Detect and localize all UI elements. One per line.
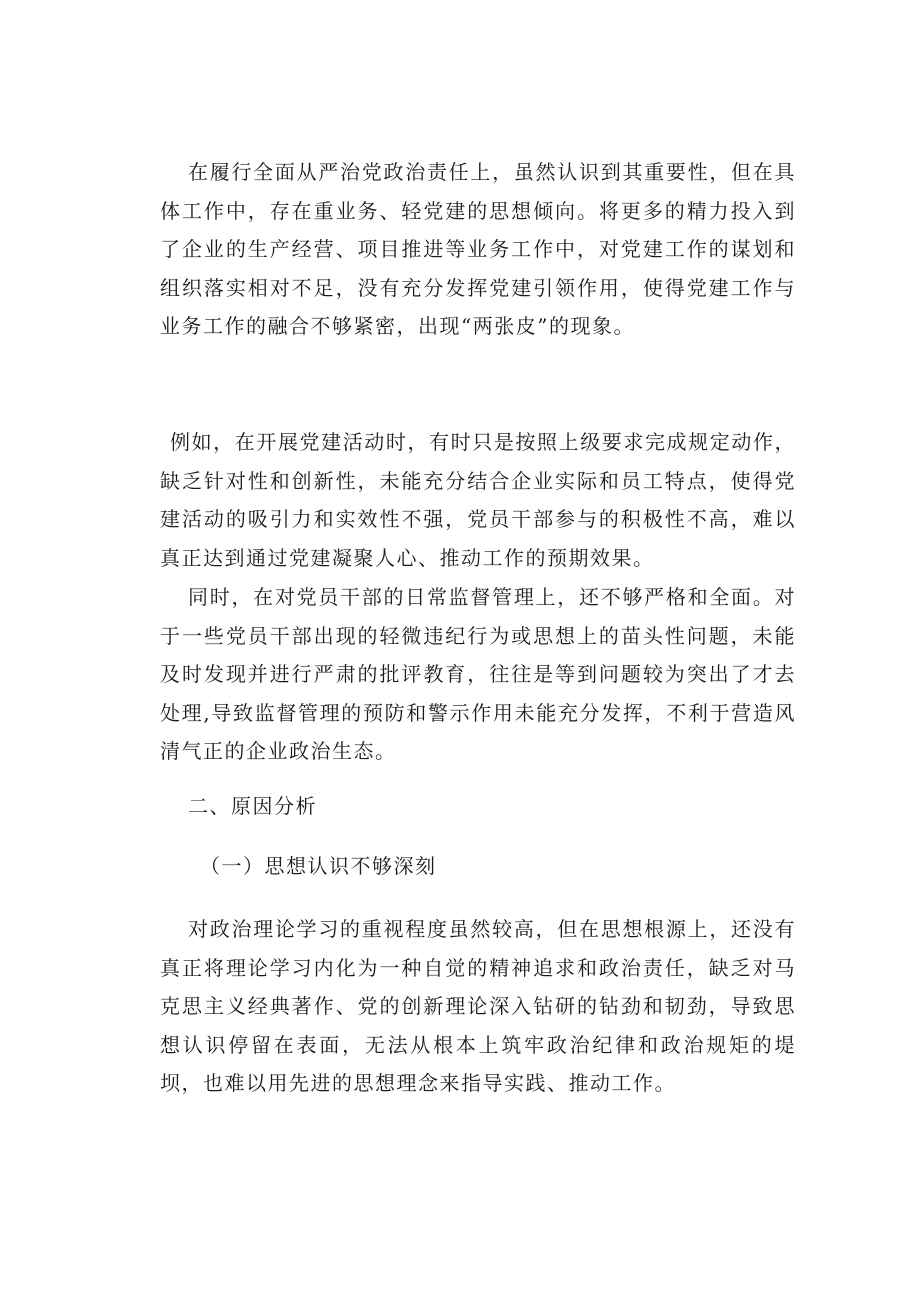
paragraph-activity-example: 例如，在开展党建活动时，有时只是按照上级要求完成规定动作，缺乏针对性和创新性，未能充分结合企业实际和员工特点，使得党建活动的吸引力和实效性不强，党员干部参与的积极性不高，难以真正达到通过党建凝聚人心、推动工作的预期效果。: [160, 430, 796, 570]
paragraph-party-responsibility: 在履行全面从严治党政治责任上，虽然认识到其重要性，但在具体工作中，存在重业务、轻党建的思想倾向。将更多的精力投入到了企业的生产经营、项目推进等业务工作中，对党建工作的谋划和组织落实相对不足，没有充分发挥党建引领作用，使得党建工作与业务工作的融合不够紧密，出现“两张皮”的现象。: [160, 160, 796, 338]
paragraph-ideological-understanding: 对政治理论学习的重视程度虽然较高，但在思想根源上，还没有真正将理论学习内化为一种自觉的精神追求和政治责任，缺乏对马克思主义经典著作、党的创新理论深入钻研的钻劲和韧劲，导致思想认识停留在表面，无法从根本上筑牢政治纪律和政治规矩的堤坝，也难以用先进的思想理念来指导实践、推动工作。: [160, 917, 796, 1095]
paragraph-supervision: 同时，在对党员干部的日常监督管理上，还不够严格和全面。对于一些党员干部出现的轻微违纪行为或思想上的苗头性问题，未能及时发现并进行严肃的批评教育，往往是等到问题较为突出了才去处理,导致监督管理的预防和警示作用未能充分发挥，不利于营造风清气正的企业政治生态。: [160, 585, 796, 763]
section-heading: 二、原因分析: [188, 794, 317, 818]
subsection-heading: （一）思想认识不够深刻: [200, 854, 437, 878]
